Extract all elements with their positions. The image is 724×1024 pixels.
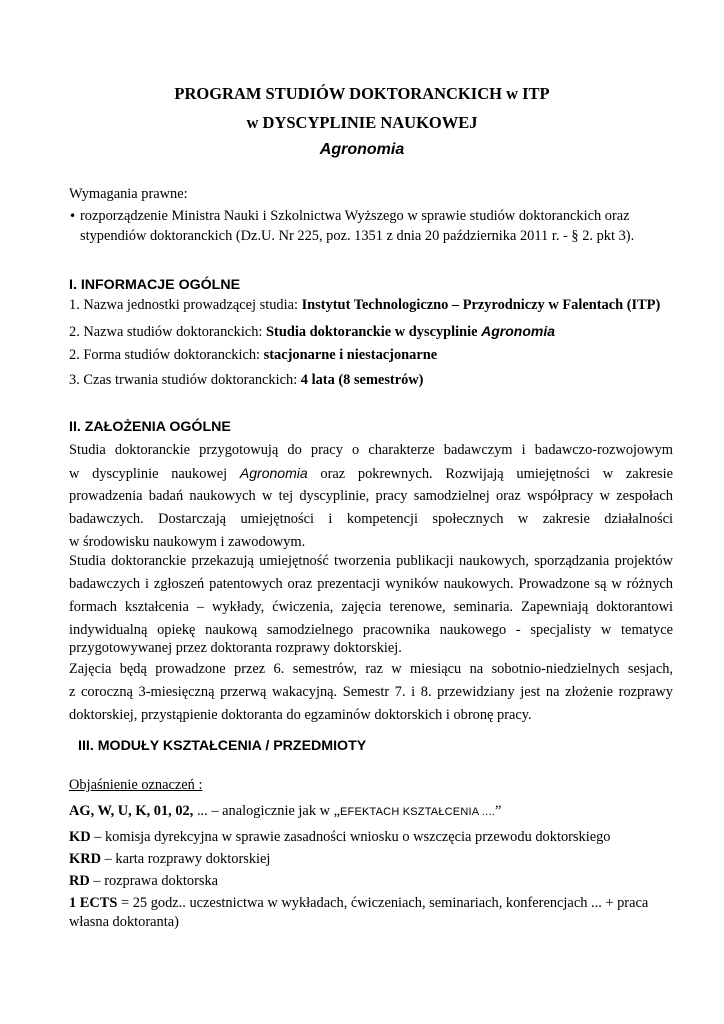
bullet-icon: • — [69, 209, 77, 223]
section2-line: indywidualną opiekę naukową samodzielnego pracownika naukowego - specjalisty w tematyce — [69, 622, 673, 638]
legal-bullet-line1: rozporządzenie Ministra Nauki i Szkolnictwa Wyższego w sprawie studiów doktoranckich oraz — [80, 208, 630, 224]
section1-item-3-label: 2. Forma studiów doktoranckich: — [69, 347, 264, 363]
section1-heading: I. INFORMACJE OGÓLNE — [69, 277, 241, 293]
definition-text: – rozprawa doktorska — [89, 873, 219, 889]
legend-label: Objaśnienie oznaczeń : — [69, 777, 203, 793]
section1-item-4 — [69, 371, 423, 389]
definition-term: 1 ECTS — [69, 895, 118, 911]
section2-line: badawczych. Dostarczają umiejętności i kompetencji społecznych w zakresie działalności — [69, 511, 673, 527]
section2-line: prowadzenia badań naukowych w tej dyscyplinie, pracy samodzielnej oraz współpracy w zespołach — [69, 488, 673, 504]
section2-line: przygotowywanej przez doktoranta rozprawy doktorskiej. — [69, 640, 402, 656]
definition-text: ... – analogicznie jak w „ — [193, 803, 340, 819]
definition-text: – komisja dyrekcyjna w sprawie zasadności wniosku o wszczęcia przewodu doktorskiego — [90, 829, 611, 845]
section1-item-1 — [69, 296, 660, 314]
definition-text: – karta rozprawy doktorskiej — [100, 851, 271, 867]
definition-row-continued: własna doktoranta) — [69, 914, 179, 930]
section1-item-3-value: stacjonarne i niestacjonarne — [263, 347, 438, 363]
definition-text: = 25 godz.. uczestnictwa w wykładach, ćwiczeniach, seminariach, konferencjach ... + praca — [117, 895, 649, 911]
document-title-line2: w DYSCYPLINIE NAUKOWEJ — [246, 113, 478, 132]
definition-row — [69, 828, 611, 846]
definition-row — [69, 802, 501, 821]
section1-item-1-label: 1. Nazwa jednostki prowadzącej studia: — [69, 297, 302, 313]
section2-line: doktorskiej, przystąpienie doktoranta do egzaminów doktorskich i obronę pracy. — [69, 707, 532, 723]
definition-reference: EFEKTACH KSZTAŁCENIA .... — [340, 806, 495, 818]
definition-row — [69, 872, 218, 890]
section1-item-2-value: Studia doktoranckie w dyscyplinie — [266, 324, 482, 340]
definition-term: AG, W, U, K, 01, 02, — [69, 803, 194, 819]
section2-line: formach kształcenia – wykłady, ćwiczenia, zajęcia terenowe, seminaria. Zapewniają doktorantowi — [69, 599, 673, 615]
section2-heading: II. ZAŁOŻENIA OGÓLNE — [69, 419, 231, 435]
definition-term: KRD — [69, 851, 101, 867]
document-discipline: Agronomia — [319, 141, 405, 158]
definition-term: KD — [69, 829, 91, 845]
section1-item-2 — [69, 322, 555, 341]
section1-item-1-value: Instytut Technologiczno – Przyrodniczy w Falentach (ITP) — [301, 297, 661, 313]
section2-discipline: Agronomia — [239, 465, 308, 481]
section1-item-2-label: 2. Nazwa studiów doktoranckich: — [69, 324, 267, 340]
section1-item-2-discipline: Agronomia — [481, 323, 556, 339]
definition-row — [69, 850, 270, 868]
definition-term: RD — [69, 873, 90, 889]
legal-label: Wymagania prawne: — [69, 186, 188, 202]
section2-line: Zajęcia będą prowadzone przez 6. semestrów, raz w miesiącu na sobotnio-niedzielnych sesjach, — [69, 661, 673, 677]
section2-line: badawczych i zgłoszeń patentowych oraz prezentacji wyników naukowych. Prowadzone są w różnych — [69, 576, 673, 592]
section3-heading: III. MODUŁY KSZTAŁCENIA / PRZEDMIOTY — [78, 738, 367, 754]
section2-line — [69, 464, 673, 483]
section2-line: z coroczną 3-miesięczną przerwą wakacyjną. Semestr 7. i 8. przewidziany jest na złożenie rozprawy — [69, 684, 673, 700]
section2-text: oraz pokrewnych. Rozwijają umiejętności w zakresie — [320, 466, 673, 482]
section1-item-4-label: 3. Czas trwania studiów doktoranckich: — [69, 372, 301, 388]
section1-item-3 — [69, 346, 437, 364]
section2-line: Studia doktoranckie przygotowują do pracy o charakterze badawczym i badawczo-rozwojowym — [69, 442, 673, 458]
document-title-line1: PROGRAM STUDIÓW DOKTORANCKICH w ITP — [174, 84, 550, 103]
section2-text: w dyscyplinie naukowej — [69, 466, 228, 482]
definition-row — [69, 894, 648, 912]
legal-bullet-line2: stypendiów doktoranckich (Dz.U. Nr 225, poz. 1351 z dnia 20 października 2011 r. - § 2. pkt 3). — [80, 228, 635, 244]
section2-line: Studia doktoranckie przekazują umiejętność tworzenia publikacji naukowych, sporządzania projektów — [69, 553, 673, 569]
section1-item-4-value: 4 lata (8 semestrów) — [300, 372, 424, 388]
definition-text: ” — [494, 803, 502, 819]
section2-line: w środowisku naukowym i zawodowym. — [69, 534, 306, 550]
